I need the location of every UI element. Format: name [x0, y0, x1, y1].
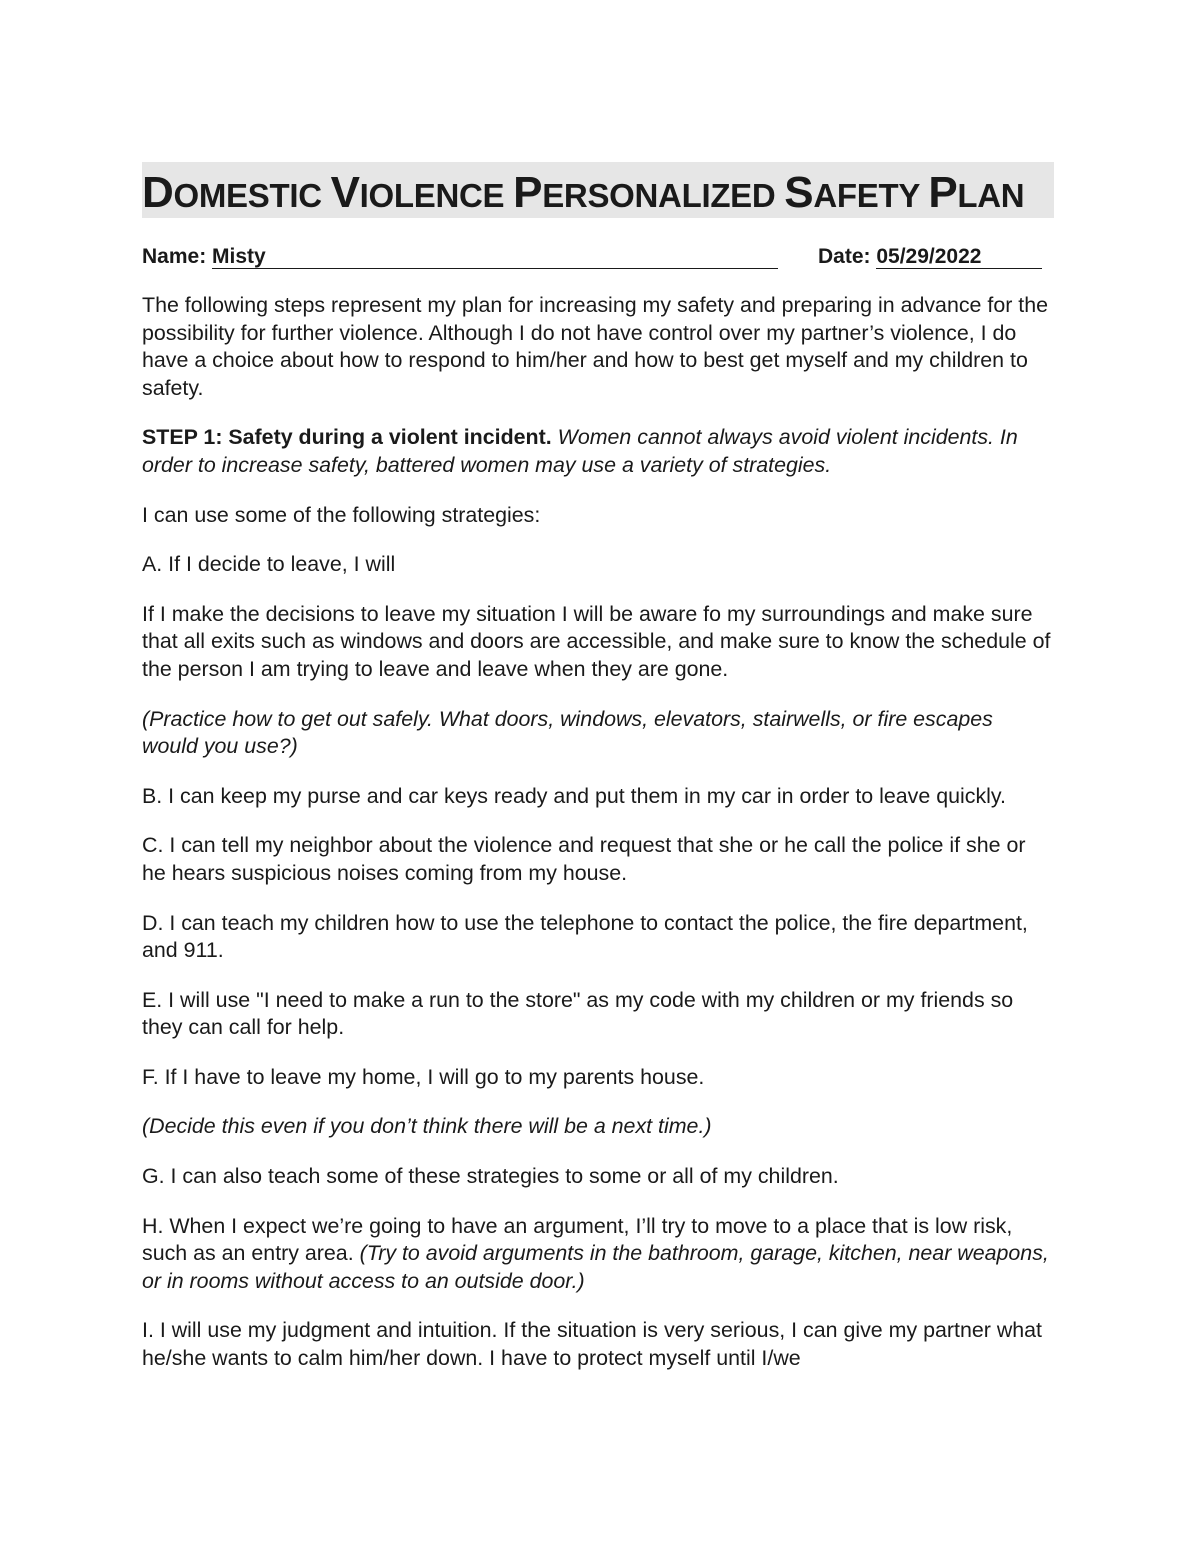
item-h: H. When I expect we’re going to have an argument, I’ll try to move to a place that is low risk, such as an entry area. [142, 1213, 1013, 1266]
item-a-answer: If I make the decisions to leave my situation I will be aware fo my surroundings and make sure that all exits such as windows and doors are accessible, and make sure to know the schedule of the person I am trying to leave and leave when they are gone. [142, 601, 1051, 681]
item-c: C. I can tell my neighbor about the violence and request that she or he call the police if she or he hears suspicious noises coming from my house. [142, 833, 1026, 885]
item-f-note: (Decide this even if you don’t think there will be a next time.) [142, 1114, 712, 1139]
step1-note: Women cannot always avoid violent incidents. In order to increase safety, battered women may use a variety of strategies. [142, 425, 1018, 477]
item-d: D. I can teach my children how to use the telephone to contact the police, the fire department, and 911. [142, 910, 1028, 963]
item-i: I. I will use my judgment and intuition. If the situation is very serious, I can give my partner what he/she wants to calm him/her down. I have to protect myself until I/we [142, 1318, 1043, 1371]
title-word-2: VIOLENCE [330, 168, 505, 217]
item-f: F. If I have to leave my home, I will go to my parents house. [142, 1064, 705, 1089]
name-field [142, 244, 778, 270]
item-h-note: (Try to avoid arguments in the bathroom, garage, kitchen, near weapons, or in rooms without access to an outside door.) [142, 1241, 1049, 1293]
document-title [142, 168, 1024, 221]
document-body [142, 292, 1054, 1395]
item-h-paragraph [142, 1213, 1054, 1296]
date-label: Date: [818, 245, 871, 268]
name-label: Name: [142, 245, 207, 268]
title-word-1: DOMESTIC [142, 168, 322, 217]
item-a-note: (Practice how to get out safely. What doors, windows, elevators, stairwells, or fire escapes would you use?) [142, 706, 993, 759]
title-word-3: PERSONALIZED [513, 168, 776, 217]
item-g: G. I can also teach some of these strategies to some or all of my children. [142, 1164, 839, 1189]
step1-paragraph [142, 424, 1054, 479]
item-e: E. I will use "I need to make a run to the store" as my code with my children or my friends so they can call for help. [142, 987, 1014, 1040]
title-word-5: PLAN [928, 168, 1025, 217]
date-field [818, 244, 1042, 270]
title-word-4: SAFETY [784, 168, 920, 217]
strategies-lead: I can use some of the following strategies: [142, 502, 541, 527]
item-b: B. I can keep my purse and car keys ready and put them in my car in order to leave quickly. [142, 783, 1006, 808]
intro-paragraph: The following steps represent my plan for increasing my safety and preparing in advance for the possibility for further violence. Although I do not have control over my partner’s violence, I do have a choice about how to respond to him/her and how to best get myself and my children to safety. [142, 293, 1049, 400]
step1-heading: STEP 1: Safety during a violent incident. [142, 425, 552, 450]
date-value: 05/29/2022 [876, 245, 1042, 269]
item-a: A. If I decide to leave, I will [142, 552, 396, 577]
name-date-row [142, 244, 1054, 270]
name-value: Misty [212, 245, 778, 269]
